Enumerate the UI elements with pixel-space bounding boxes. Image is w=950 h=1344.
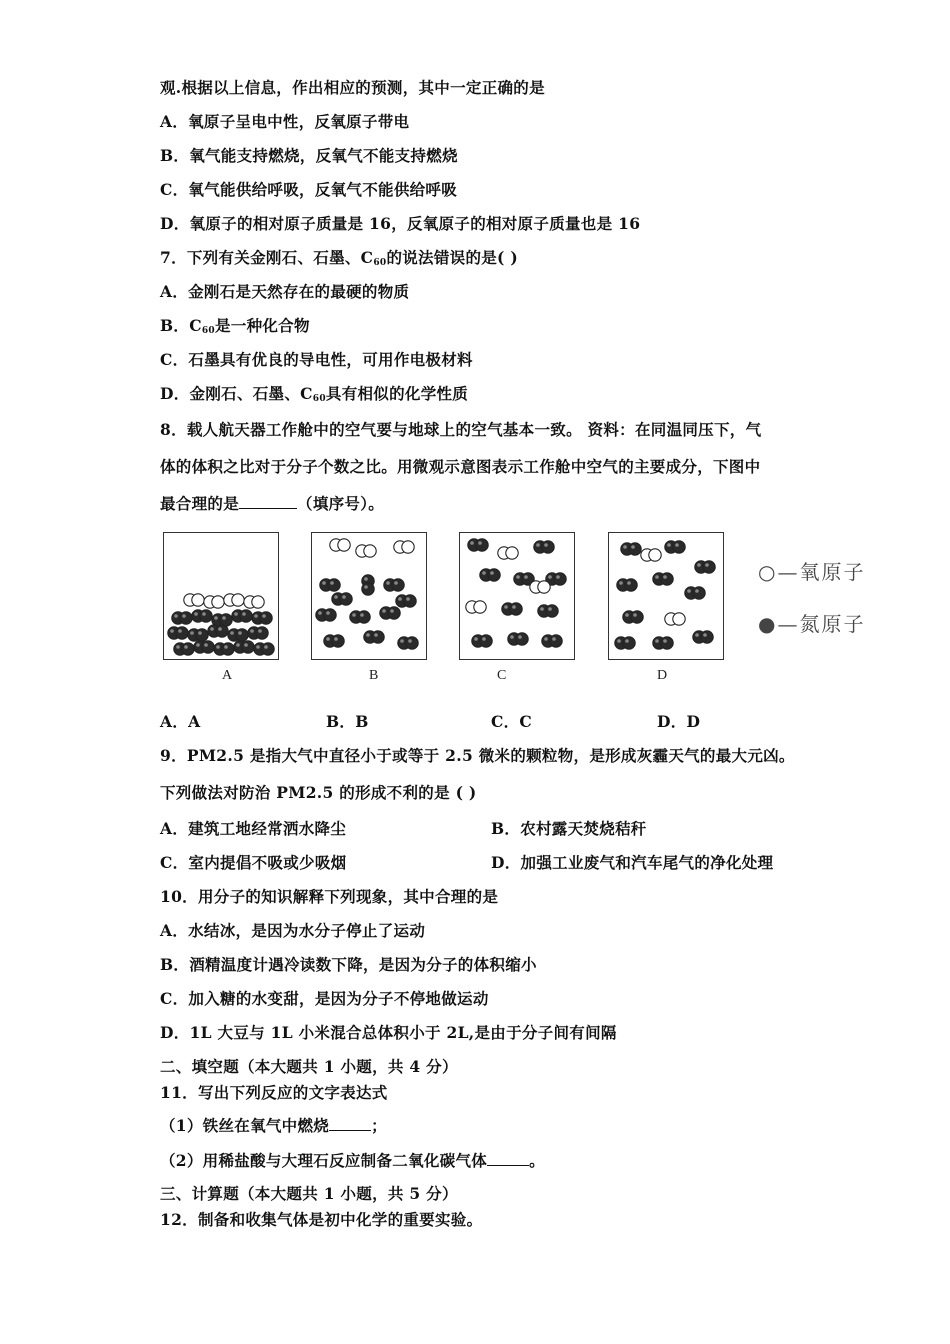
oxygen-molecule xyxy=(192,594,204,606)
atom-highlight xyxy=(482,571,486,575)
section-2-heading: 二、填空题（本大题共 1 小题，共 4 分） xyxy=(160,1057,458,1076)
oxygen-molecule xyxy=(402,541,414,553)
option-c: C．氧气能供给呼吸，反氧气不能供给呼吸 xyxy=(160,180,458,199)
nitrogen-molecule xyxy=(200,610,212,622)
q9-option-c: C．室内提倡不吸或少吸烟 xyxy=(160,853,347,872)
atom-highlight xyxy=(382,609,386,613)
atom-highlight xyxy=(218,627,222,631)
atom-highlight xyxy=(366,633,370,637)
atom-highlight xyxy=(536,543,540,547)
oxygen-molecule xyxy=(338,539,350,551)
label-d: D xyxy=(657,668,668,683)
q7-option-c: C．石墨具有优良的导电性，可用作电极材料 xyxy=(160,350,473,369)
atom-highlight xyxy=(518,635,522,639)
molecules-a xyxy=(164,533,278,659)
q10-option-c: C．加入糖的水变甜，是因为分子不停地做运动 xyxy=(160,989,489,1008)
nitrogen-molecule xyxy=(516,633,528,645)
nitrogen-molecule xyxy=(693,587,705,599)
atom-highlight xyxy=(512,605,516,609)
nitrogen-molecule xyxy=(196,629,208,641)
q7-option-d: D．金刚石、石墨、$C_{60}$具有相似的化学性质 xyxy=(160,384,469,404)
q8-option-a: A．A xyxy=(160,712,201,731)
nitrogen-molecule xyxy=(550,635,562,647)
atom-highlight xyxy=(516,575,520,579)
atom-highlight xyxy=(322,581,326,585)
atom-highlight xyxy=(540,607,544,611)
nitrogen-molecule xyxy=(180,612,192,624)
atom-highlight xyxy=(326,611,330,615)
atom-highlight xyxy=(216,645,220,649)
atom-highlight xyxy=(178,629,182,633)
nitrogen-molecule xyxy=(182,643,194,655)
atom-highlight xyxy=(182,614,186,618)
nitrogen-molecule xyxy=(176,627,188,639)
atom-highlight xyxy=(490,571,494,575)
nitrogen-molecule xyxy=(476,539,488,551)
atom-highlight xyxy=(625,639,629,643)
atom-highlight xyxy=(548,575,552,579)
atom-highlight xyxy=(544,543,548,547)
nitrogen-molecule xyxy=(256,627,268,639)
atom-highlight xyxy=(318,611,322,615)
atom-highlight xyxy=(364,585,368,589)
oxygen-molecule xyxy=(212,596,224,608)
question-8-line1: 8．载人航天器工作舱中的空气要与地球上的空气基本一致。 资料：在同温同压下，气 xyxy=(160,420,762,439)
nitrogen-molecule xyxy=(242,641,254,653)
q9-option-d: D．加强工业废气和汽车尾气的净化处理 xyxy=(491,853,774,872)
atom-highlight xyxy=(224,645,228,649)
nitrogen-molecule xyxy=(392,579,404,591)
answer-blank xyxy=(329,1116,371,1131)
atom-highlight xyxy=(176,645,180,649)
question-12: 12．制备和收集气体是初中化学的重要实验。 xyxy=(160,1210,483,1229)
nitrogen-molecule xyxy=(222,643,234,655)
atom-highlight xyxy=(174,614,178,618)
oxygen-molecule xyxy=(232,594,244,606)
answer-blank xyxy=(239,494,297,509)
nitrogen-molecule xyxy=(388,607,400,619)
q11-part-1: （1）铁丝在氧气中燃烧 ； xyxy=(160,1116,387,1135)
atom-highlight xyxy=(238,631,242,635)
nitrogen-molecule xyxy=(631,611,643,623)
oxygen-molecule xyxy=(252,596,264,608)
box-c xyxy=(459,532,575,660)
atom-highlight xyxy=(334,595,338,599)
atom-highlight xyxy=(623,545,627,549)
nitrogen-molecule xyxy=(372,631,384,643)
atom-highlight xyxy=(398,597,402,601)
atom-highlight xyxy=(264,645,268,649)
question-8-line2: 体的体积之比对于分子个数之比。用微观示意图表示工作舱中空气的主要成分，下图中 xyxy=(160,457,761,476)
atom-highlight xyxy=(625,613,629,617)
atom-highlight xyxy=(482,637,486,641)
atom-highlight xyxy=(667,543,671,547)
atom-highlight xyxy=(705,563,709,567)
nitrogen-molecule xyxy=(542,541,554,553)
nitrogen-molecule xyxy=(480,635,492,647)
atom-highlight xyxy=(474,637,478,641)
atom-highlight xyxy=(544,637,548,641)
oxygen-molecule xyxy=(649,549,661,561)
question-9-line2: 下列做法对防治 PM2.5 的形成不利的是 ( ) xyxy=(160,783,477,802)
box-b xyxy=(311,532,427,660)
nitrogen-molecule xyxy=(262,643,274,655)
question-9-line1: 9．PM2.5 是指大气中直径小于或等于 2.5 微米的颗粒物，是形成灰霾天气的最大元凶。 xyxy=(160,746,795,765)
atom-highlight xyxy=(510,635,514,639)
atom-highlight xyxy=(655,575,659,579)
nitrogen-molecule xyxy=(701,631,713,643)
atom-highlight xyxy=(695,589,699,593)
oxygen-molecule xyxy=(538,581,550,593)
section-3-heading: 三、计算题（本大题共 1 小题，共 5 分） xyxy=(160,1184,458,1203)
legend-nitrogen: ●—氮原子 xyxy=(758,612,866,636)
q8-option-d: D．D xyxy=(657,712,701,731)
box-d xyxy=(608,532,724,660)
molecules-b xyxy=(312,533,426,659)
atom-highlight xyxy=(617,639,621,643)
atom-highlight xyxy=(627,581,631,585)
atom-highlight xyxy=(250,629,254,633)
atom-highlight xyxy=(504,605,508,609)
atom-highlight xyxy=(222,616,226,620)
q8-option-b: B．B xyxy=(326,712,369,731)
nitrogen-molecule xyxy=(673,541,685,553)
atom-highlight xyxy=(202,612,206,616)
atom-highlight xyxy=(524,575,528,579)
q7-option-b: B．$C_{60}$是一种化合物 xyxy=(160,316,310,336)
atom-highlight xyxy=(352,613,356,617)
atom-highlight xyxy=(256,645,260,649)
atom-highlight xyxy=(242,612,246,616)
legend-oxygen: ○—氧原子 xyxy=(758,560,866,584)
atom-highlight xyxy=(556,575,560,579)
molecules-c xyxy=(460,533,574,659)
nitrogen-molecule xyxy=(625,579,637,591)
atom-highlight xyxy=(663,639,667,643)
atom-highlight xyxy=(394,581,398,585)
atom-highlight xyxy=(697,563,701,567)
atom-highlight xyxy=(326,637,330,641)
atom-highlight xyxy=(184,645,188,649)
atom-highlight xyxy=(330,581,334,585)
q8-option-c: C．C xyxy=(491,712,533,731)
q11-part-2: （2）用稀盐酸与大理石反应制备二氧化碳气体 。 xyxy=(160,1151,545,1170)
text-line: 观.根据以上信息，作出相应的预测，其中一定正确的是 xyxy=(160,78,545,97)
q7-option-a: A．金刚石是天然存在的最硬的物质 xyxy=(160,282,410,301)
nitrogen-molecule xyxy=(202,641,214,653)
nitrogen-molecule xyxy=(554,573,566,585)
nitrogen-molecule xyxy=(240,610,252,622)
atom-highlight xyxy=(687,589,691,593)
atom-highlight xyxy=(675,543,679,547)
atom-highlight xyxy=(631,545,635,549)
nitrogen-molecule xyxy=(488,569,500,581)
atom-highlight xyxy=(342,595,346,599)
nitrogen-molecule xyxy=(404,595,416,607)
oxygen-molecule xyxy=(474,601,486,613)
atom-highlight xyxy=(244,643,248,647)
oxygen-molecule xyxy=(364,545,376,557)
atom-highlight xyxy=(194,612,198,616)
q9-option-a: A．建筑工地经常洒水降尘 xyxy=(160,819,347,838)
atom-highlight xyxy=(478,541,482,545)
oxygen-molecule xyxy=(506,547,518,559)
nitrogen-molecule xyxy=(216,625,228,637)
atom-highlight xyxy=(214,616,218,620)
question-10: 10．用分子的知识解释下列现象，其中合理的是 xyxy=(160,887,499,906)
atom-highlight xyxy=(364,577,368,581)
atom-highlight xyxy=(695,633,699,637)
q10-option-a: A．水结冰，是因为水分子停止了运动 xyxy=(160,921,426,940)
atom-highlight xyxy=(703,633,707,637)
option-a: A．氧原子呈电中性，反氧原子带电 xyxy=(160,112,410,131)
atom-highlight xyxy=(230,631,234,635)
nitrogen-molecule xyxy=(340,593,352,605)
nitrogen-molecule xyxy=(236,629,248,641)
atom-highlight xyxy=(633,613,637,617)
answer-blank xyxy=(487,1151,529,1166)
question-7: 7．下列有关金刚石、石墨、$C_{60}$的说法错误的是( ) xyxy=(160,248,519,268)
nitrogen-molecule xyxy=(362,583,374,595)
q10-option-d: D．1L 大豆与 1L 小米混合总体积小于 2L,是由于分子间有间隔 xyxy=(160,1023,617,1042)
atom-highlight xyxy=(334,637,338,641)
atom-highlight xyxy=(198,631,202,635)
atom-highlight xyxy=(390,609,394,613)
oxygen-molecule xyxy=(673,613,685,625)
atom-highlight xyxy=(236,643,240,647)
atom-highlight xyxy=(470,541,474,545)
nitrogen-molecule xyxy=(661,573,673,585)
atom-highlight xyxy=(386,581,390,585)
atom-highlight xyxy=(655,639,659,643)
atom-highlight xyxy=(234,612,238,616)
atom-highlight xyxy=(196,643,200,647)
box-a xyxy=(163,532,279,660)
atom-highlight xyxy=(406,597,410,601)
atom-highlight xyxy=(262,614,266,618)
q10-option-b: B．酒精温度计遇冷读数下降，是因为分子的体积缩小 xyxy=(160,955,537,974)
atom-highlight xyxy=(408,639,412,643)
atom-highlight xyxy=(374,633,378,637)
atom-highlight xyxy=(204,643,208,647)
atom-highlight xyxy=(663,575,667,579)
nitrogen-molecule xyxy=(703,561,715,573)
atom-highlight xyxy=(552,637,556,641)
nitrogen-molecule xyxy=(546,605,558,617)
label-c: C xyxy=(497,668,507,683)
option-b: B．氧气能支持燃烧，反氧气不能支持燃烧 xyxy=(160,146,458,165)
nitrogen-molecule xyxy=(358,611,370,623)
q9-option-b: B．农村露天焚烧秸秆 xyxy=(491,819,647,838)
atom-highlight xyxy=(190,631,194,635)
label-b: B xyxy=(369,668,379,683)
label-a: A xyxy=(222,668,233,683)
nitrogen-molecule xyxy=(324,609,336,621)
nitrogen-molecule xyxy=(629,543,641,555)
nitrogen-molecule xyxy=(332,635,344,647)
atom-highlight xyxy=(170,629,174,633)
question-8-line3: 最合理的是 （填序号）。 xyxy=(160,494,385,513)
atom-highlight xyxy=(619,581,623,585)
question-11: 11．写出下列反应的文字表达式 xyxy=(160,1083,388,1102)
nitrogen-molecule xyxy=(661,637,673,649)
atom-highlight xyxy=(548,607,552,611)
atom-highlight xyxy=(360,613,364,617)
nitrogen-molecule xyxy=(510,603,522,615)
nitrogen-molecule xyxy=(623,637,635,649)
nitrogen-molecule xyxy=(328,579,340,591)
nitrogen-molecule xyxy=(260,612,272,624)
atom-highlight xyxy=(258,629,262,633)
option-d: D．氧原子的相对原子质量是 16，反氧原子的相对原子质量也是 16 xyxy=(160,214,641,233)
atom-highlight xyxy=(210,627,214,631)
molecules-d xyxy=(609,533,723,659)
nitrogen-molecule xyxy=(406,637,418,649)
atom-highlight xyxy=(254,614,258,618)
atom-highlight xyxy=(400,639,404,643)
